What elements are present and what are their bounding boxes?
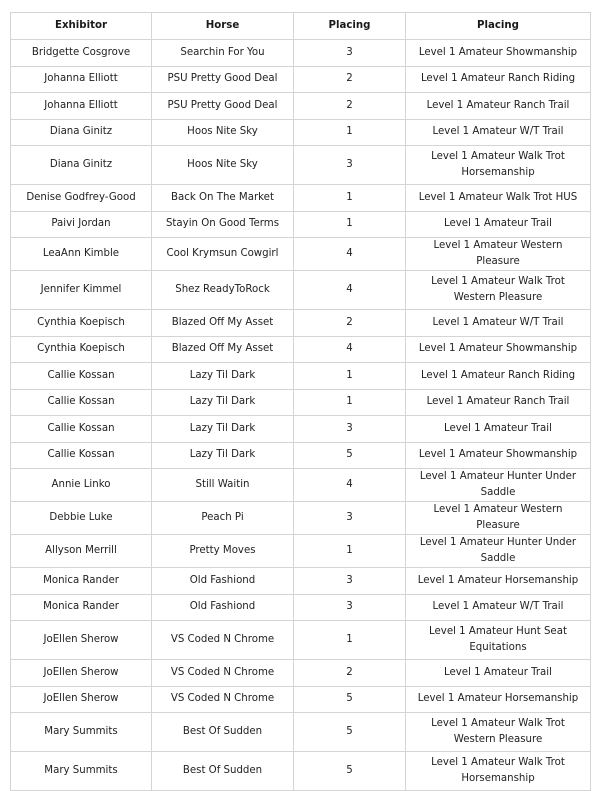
class-cell: Level 1 Amateur Horsemanship — [406, 568, 591, 595]
horse-cell: Old Fashiond — [152, 594, 294, 621]
horse-cell: VS Coded N Chrome — [152, 621, 294, 660]
header-exhibitor: Exhibitor — [11, 13, 152, 40]
class-cell: Level 1 Amateur Western Pleasure — [406, 238, 591, 271]
exhibitor-cell: Denise Godfrey-Good — [11, 185, 152, 212]
class-cell: Level 1 Amateur Walk Trot Western Pleasure — [406, 713, 591, 752]
placing-cell: 3 — [294, 568, 406, 595]
placing-cell: 2 — [294, 310, 406, 337]
placing-cell: 3 — [294, 502, 406, 535]
table-row — [11, 185, 591, 212]
class-cell: Level 1 Amateur W/T Trail — [406, 310, 591, 337]
class-cell: Level 1 Amateur Walk Trot Horsemanship — [406, 146, 591, 185]
exhibitor-cell: JoEllen Sherow — [11, 621, 152, 660]
exhibitor-cell: Debbie Luke — [11, 502, 152, 535]
table-row — [11, 119, 591, 146]
header-placing: Placing — [294, 13, 406, 40]
table-row — [11, 621, 591, 660]
placing-cell: 5 — [294, 686, 406, 713]
horse-cell: Searchin For You — [152, 40, 294, 67]
exhibitor-cell: JoEllen Sherow — [11, 686, 152, 713]
horse-cell: Pretty Moves — [152, 535, 294, 568]
class-cell: Level 1 Amateur Horsemanship — [406, 686, 591, 713]
placing-cell: 1 — [294, 185, 406, 212]
exhibitor-cell: Johanna Elliott — [11, 66, 152, 93]
horse-cell: Hoos Nite Sky — [152, 146, 294, 185]
placing-cell: 4 — [294, 336, 406, 363]
horse-cell: VS Coded N Chrome — [152, 686, 294, 713]
table-row — [11, 416, 591, 443]
placing-cell: 4 — [294, 238, 406, 271]
placing-cell: 1 — [294, 621, 406, 660]
exhibitor-cell: Johanna Elliott — [11, 93, 152, 120]
placing-cell: 1 — [294, 389, 406, 416]
placing-cell: 5 — [294, 713, 406, 752]
horse-cell: Lazy Til Dark — [152, 389, 294, 416]
exhibitor-cell: Jennifer Kimmel — [11, 271, 152, 310]
exhibitor-cell: Callie Kossan — [11, 389, 152, 416]
class-cell: Level 1 Amateur Hunt Seat Equitations — [406, 621, 591, 660]
horse-cell: Peach Pi — [152, 502, 294, 535]
placing-cell: 5 — [294, 752, 406, 791]
exhibitor-cell: Mary Summits — [11, 752, 152, 791]
table-row — [11, 146, 591, 185]
horse-cell: Blazed Off My Asset — [152, 310, 294, 337]
exhibitor-cell: Diana Ginitz — [11, 146, 152, 185]
placing-cell: 2 — [294, 93, 406, 120]
table-row — [11, 469, 591, 502]
exhibitor-cell: Callie Kossan — [11, 416, 152, 443]
class-cell: Level 1 Amateur W/T Trail — [406, 119, 591, 146]
header-horse: Horse — [152, 13, 294, 40]
table-row — [11, 211, 591, 238]
table-row — [11, 535, 591, 568]
class-cell: Level 1 Amateur Walk Trot Horsemanship — [406, 752, 591, 791]
class-cell: Level 1 Amateur Ranch Riding — [406, 363, 591, 390]
class-cell: Level 1 Amateur Walk Trot Western Pleasure — [406, 271, 591, 310]
placing-cell: 1 — [294, 211, 406, 238]
table-row — [11, 40, 591, 67]
exhibitor-cell: JoEllen Sherow — [11, 660, 152, 687]
class-cell: Level 1 Amateur Hunter Under Saddle — [406, 469, 591, 502]
horse-cell: Stayin On Good Terms — [152, 211, 294, 238]
class-cell: Level 1 Amateur Showmanship — [406, 336, 591, 363]
table-row — [11, 752, 591, 791]
horse-cell: Best Of Sudden — [152, 713, 294, 752]
exhibitor-cell: Mary Summits — [11, 713, 152, 752]
table-row — [11, 93, 591, 120]
placing-cell: 4 — [294, 469, 406, 502]
exhibitor-cell: Allyson Merrill — [11, 535, 152, 568]
exhibitor-cell: Annie Linko — [11, 469, 152, 502]
table-row — [11, 310, 591, 337]
horse-cell: Lazy Til Dark — [152, 363, 294, 390]
placing-cell: 3 — [294, 146, 406, 185]
horse-cell: Blazed Off My Asset — [152, 336, 294, 363]
horse-cell: PSU Pretty Good Deal — [152, 93, 294, 120]
class-cell: Level 1 Amateur Showmanship — [406, 40, 591, 67]
class-cell: Level 1 Amateur Western Pleasure — [406, 502, 591, 535]
exhibitor-cell: Bridgette Cosgrove — [11, 40, 152, 67]
horse-cell: Lazy Til Dark — [152, 416, 294, 443]
exhibitor-cell: LeaAnn Kimble — [11, 238, 152, 271]
table-row — [11, 502, 591, 535]
horse-cell: Best Of Sudden — [152, 752, 294, 791]
class-cell: Level 1 Amateur Ranch Riding — [406, 66, 591, 93]
table-row — [11, 594, 591, 621]
table-row — [11, 271, 591, 310]
horse-cell: Back On The Market — [152, 185, 294, 212]
table-body — [11, 40, 591, 791]
placing-cell: 1 — [294, 119, 406, 146]
table-row — [11, 66, 591, 93]
placing-cell: 3 — [294, 594, 406, 621]
class-cell: Level 1 Amateur Ranch Trail — [406, 389, 591, 416]
placing-cell: 3 — [294, 416, 406, 443]
header-class: Placing — [406, 13, 591, 40]
horse-cell: Still Waitin — [152, 469, 294, 502]
class-cell: Level 1 Amateur Showmanship — [406, 442, 591, 469]
results-table — [10, 12, 591, 791]
table-row — [11, 660, 591, 687]
horse-cell: VS Coded N Chrome — [152, 660, 294, 687]
exhibitor-cell: Monica Rander — [11, 594, 152, 621]
exhibitor-cell: Cynthia Koepisch — [11, 336, 152, 363]
class-cell: Level 1 Amateur Trail — [406, 416, 591, 443]
table-row — [11, 336, 591, 363]
table-row — [11, 568, 591, 595]
class-cell: Level 1 Amateur Hunter Under Saddle — [406, 535, 591, 568]
table-row — [11, 442, 591, 469]
table-row — [11, 713, 591, 752]
placing-cell: 2 — [294, 66, 406, 93]
placing-cell: 5 — [294, 442, 406, 469]
horse-cell: Hoos Nite Sky — [152, 119, 294, 146]
class-cell: Level 1 Amateur W/T Trail — [406, 594, 591, 621]
horse-cell: Shez ReadyToRock — [152, 271, 294, 310]
header-row — [11, 13, 591, 40]
exhibitor-cell: Diana Ginitz — [11, 119, 152, 146]
table-row — [11, 389, 591, 416]
horse-cell: Cool Krymsun Cowgirl — [152, 238, 294, 271]
exhibitor-cell: Callie Kossan — [11, 442, 152, 469]
placing-cell: 3 — [294, 40, 406, 67]
placing-cell: 1 — [294, 363, 406, 390]
placing-cell: 4 — [294, 271, 406, 310]
table-row — [11, 686, 591, 713]
horse-cell: Lazy Til Dark — [152, 442, 294, 469]
exhibitor-cell: Paivi Jordan — [11, 211, 152, 238]
class-cell: Level 1 Amateur Walk Trot HUS — [406, 185, 591, 212]
exhibitor-cell: Monica Rander — [11, 568, 152, 595]
class-cell: Level 1 Amateur Trail — [406, 211, 591, 238]
class-cell: Level 1 Amateur Trail — [406, 660, 591, 687]
table-row — [11, 363, 591, 390]
exhibitor-cell: Cynthia Koepisch — [11, 310, 152, 337]
table-row — [11, 238, 591, 271]
horse-cell: Old Fashiond — [152, 568, 294, 595]
placing-cell: 1 — [294, 535, 406, 568]
exhibitor-cell: Callie Kossan — [11, 363, 152, 390]
horse-cell: PSU Pretty Good Deal — [152, 66, 294, 93]
placing-cell: 2 — [294, 660, 406, 687]
class-cell: Level 1 Amateur Ranch Trail — [406, 93, 591, 120]
